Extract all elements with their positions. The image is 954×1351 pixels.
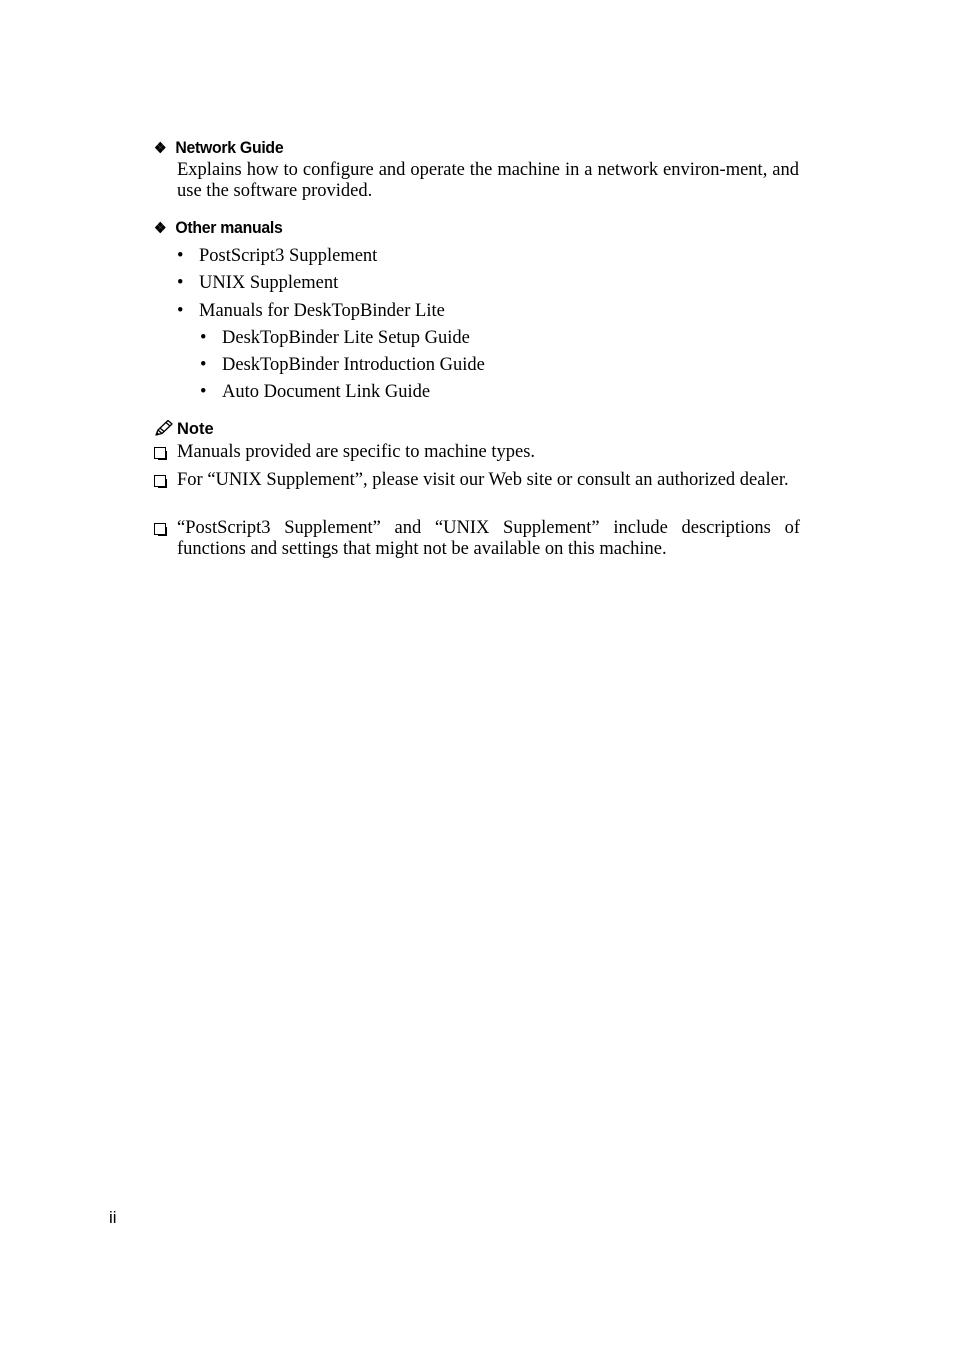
note-item-text: For “UNIX Supplement”, please visit our Web site or consult an authorized dealer. [177,470,789,490]
checkbox-icon [154,475,166,487]
network-guide-description: Explains how to configure and operate the machine in a network environ-ment, and use the software provided. [177,160,799,201]
sublist-item-text: DeskTopBinder Lite Setup Guide [222,328,470,348]
checkbox-icon [154,447,166,459]
page-number: ii [109,1208,117,1227]
note-title: Note [177,420,214,438]
bullet-icon: • [200,355,207,375]
bullet-icon: • [177,273,184,293]
sublist-item-text: DeskTopBinder Introduction Guide [222,355,485,375]
note-item-text: “PostScript3 Supplement” and “UNIX Supplement” include descriptions of functions and settings that might not be available on this machine. [177,518,800,559]
list-item-text: Manuals for DeskTopBinder Lite [199,301,445,321]
note-item-text: Manuals provided are specific to machine types. [177,442,536,462]
diamond-icon: ❖ [154,140,167,157]
pencil-icon [154,419,174,437]
sublist-item-text: Auto Document Link Guide [222,382,431,402]
other-manuals-heading [154,218,282,238]
bullet-icon: • [200,382,207,402]
bullet-icon: • [200,328,207,348]
bullet-icon: • [177,301,184,321]
list-item-text: UNIX Supplement [199,273,339,293]
other-manuals-title: Other manuals [175,218,283,237]
list-item-text: PostScript3 Supplement [199,246,378,266]
network-guide-title: Network Guide [175,138,284,157]
network-guide-heading [154,138,283,158]
diamond-icon: ❖ [154,220,167,237]
bullet-icon: • [177,246,184,266]
checkbox-icon [154,523,166,535]
